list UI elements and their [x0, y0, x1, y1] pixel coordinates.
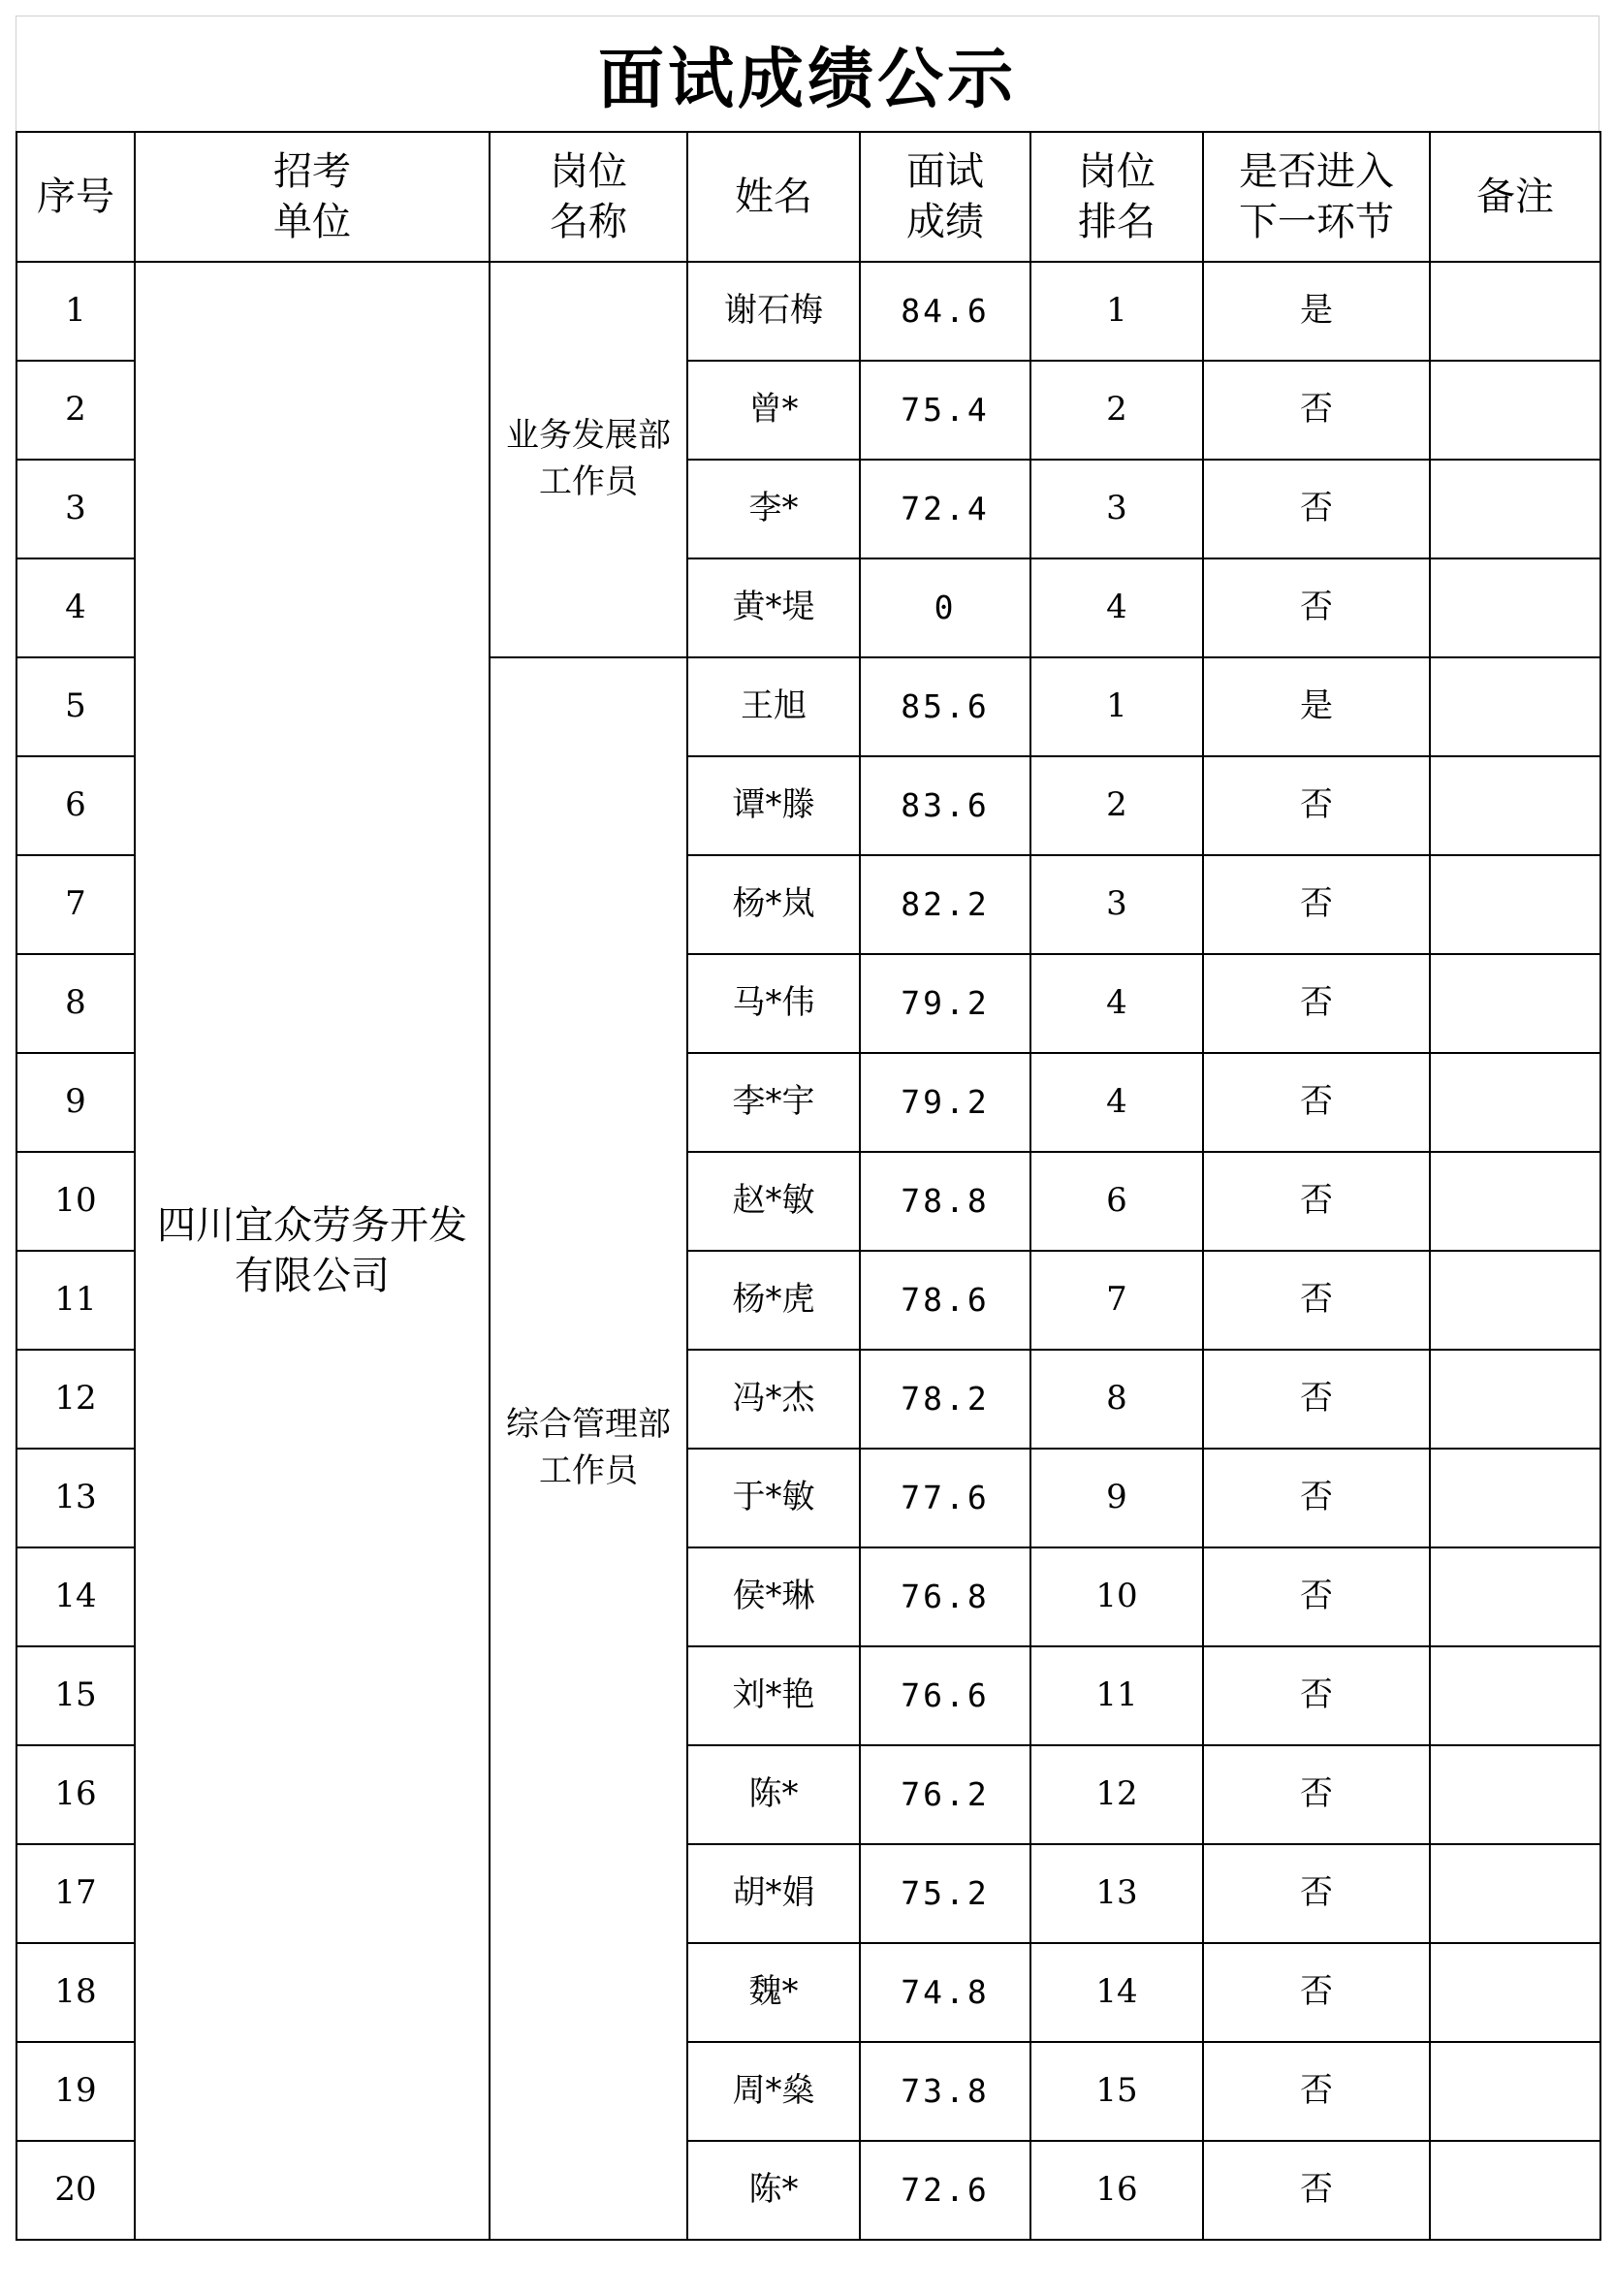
header-name-label: 姓名 — [735, 175, 812, 219]
header-rank-line1: 岗位 — [1078, 149, 1156, 194]
cell-score: 78.6 — [860, 1251, 1030, 1350]
cell-name: 魏* — [687, 1943, 860, 2042]
cell-score: 78.2 — [860, 1350, 1030, 1449]
cell-rank: 4 — [1030, 1053, 1203, 1152]
cell-rank: 2 — [1030, 756, 1203, 855]
cell-remark — [1430, 855, 1600, 954]
cell-score: 77.6 — [860, 1449, 1030, 1547]
cell-seq: 17 — [16, 1844, 135, 1943]
cell-name: 于*敏 — [687, 1449, 860, 1547]
header-seq — [16, 132, 135, 262]
cell-name: 杨*虎 — [687, 1251, 860, 1350]
cell-remark — [1430, 1350, 1600, 1449]
cell-seq: 2 — [16, 361, 135, 460]
cell-name: 李*宇 — [687, 1053, 860, 1152]
cell-score: 73.8 — [860, 2042, 1030, 2141]
cell-score: 79.2 — [860, 954, 1030, 1053]
cell-remark — [1430, 756, 1600, 855]
cell-seq: 15 — [16, 1646, 135, 1745]
recruiting-unit-line1: 四川宜众劳务开发 — [157, 1203, 467, 1248]
cell-score: 74.8 — [860, 1943, 1030, 2042]
header-position-line1: 岗位 — [550, 149, 627, 194]
cell-remark — [1430, 1449, 1600, 1547]
cell-rank: 6 — [1030, 1152, 1203, 1251]
score-table — [16, 131, 1601, 2241]
cell-rank: 1 — [1030, 657, 1203, 756]
table-row — [16, 262, 1600, 361]
header-rank — [1030, 132, 1203, 262]
cell-rank: 14 — [1030, 1943, 1203, 2042]
header-name — [687, 132, 860, 262]
cell-rank: 2 — [1030, 361, 1203, 460]
cell-rank: 1 — [1030, 262, 1203, 361]
cell-next-step: 否 — [1203, 460, 1430, 558]
cell-remark — [1430, 1547, 1600, 1646]
cell-name: 周*燊 — [687, 2042, 860, 2141]
cell-rank: 16 — [1030, 2141, 1203, 2240]
table-header-row — [16, 132, 1600, 262]
cell-seq: 4 — [16, 558, 135, 657]
header-rank-line2: 排名 — [1078, 200, 1156, 244]
cell-seq: 12 — [16, 1350, 135, 1449]
cell-next-step: 否 — [1203, 1943, 1430, 2042]
header-seq-label: 序号 — [37, 175, 114, 219]
cell-score: 78.8 — [860, 1152, 1030, 1251]
cell-seq: 11 — [16, 1251, 135, 1350]
header-unit-line2: 单位 — [273, 200, 351, 244]
cell-score: 85.6 — [860, 657, 1030, 756]
cell-remark — [1430, 1844, 1600, 1943]
cell-recruiting-unit — [135, 262, 490, 2240]
cell-seq: 1 — [16, 262, 135, 361]
cell-seq: 18 — [16, 1943, 135, 2042]
cell-remark — [1430, 262, 1600, 361]
header-remark — [1430, 132, 1600, 262]
cell-name: 曾* — [687, 361, 860, 460]
position-name-line1: 综合管理部 — [506, 1405, 671, 1445]
cell-next-step: 否 — [1203, 756, 1430, 855]
cell-score: 75.2 — [860, 1844, 1030, 1943]
cell-rank: 3 — [1030, 460, 1203, 558]
cell-next-step: 是 — [1203, 657, 1430, 756]
cell-seq: 14 — [16, 1547, 135, 1646]
cell-name: 胡*娟 — [687, 1844, 860, 1943]
cell-seq: 3 — [16, 460, 135, 558]
cell-name: 黄*堤 — [687, 558, 860, 657]
cell-remark — [1430, 1152, 1600, 1251]
cell-name: 陈* — [687, 2141, 860, 2240]
cell-name: 谢石梅 — [687, 262, 860, 361]
cell-next-step: 否 — [1203, 1251, 1430, 1350]
cell-seq: 6 — [16, 756, 135, 855]
cell-next-step: 否 — [1203, 2141, 1430, 2240]
cell-next-step: 是 — [1203, 262, 1430, 361]
cell-rank: 10 — [1030, 1547, 1203, 1646]
header-next-step — [1203, 132, 1430, 262]
position-name-line2: 工作员 — [539, 1451, 638, 1490]
cell-seq: 7 — [16, 855, 135, 954]
cell-remark — [1430, 2042, 1600, 2141]
header-next-line1: 是否进入 — [1239, 149, 1394, 194]
position-name-line1: 业务发展部 — [506, 416, 671, 456]
header-remark-label: 备注 — [1476, 175, 1554, 219]
cell-rank: 4 — [1030, 954, 1203, 1053]
cell-name: 谭*滕 — [687, 756, 860, 855]
cell-name: 马*伟 — [687, 954, 860, 1053]
cell-name: 刘*艳 — [687, 1646, 860, 1745]
cell-score: 0 — [860, 558, 1030, 657]
cell-rank: 8 — [1030, 1350, 1203, 1449]
cell-position-name — [490, 657, 687, 2240]
cell-remark — [1430, 2141, 1600, 2240]
cell-position-name — [490, 262, 687, 657]
cell-score: 83.6 — [860, 756, 1030, 855]
cell-next-step: 否 — [1203, 2042, 1430, 2141]
cell-rank: 3 — [1030, 855, 1203, 954]
cell-next-step: 否 — [1203, 361, 1430, 460]
cell-score: 75.4 — [860, 361, 1030, 460]
cell-rank: 11 — [1030, 1646, 1203, 1745]
header-score — [860, 132, 1030, 262]
page-title: 面试成绩公示 — [16, 16, 1599, 131]
cell-rank: 4 — [1030, 558, 1203, 657]
cell-name: 侯*琳 — [687, 1547, 860, 1646]
cell-rank: 13 — [1030, 1844, 1203, 1943]
cell-name: 王旭 — [687, 657, 860, 756]
cell-remark — [1430, 1745, 1600, 1844]
cell-next-step: 否 — [1203, 1152, 1430, 1251]
cell-next-step: 否 — [1203, 1449, 1430, 1547]
cell-name: 杨*岚 — [687, 855, 860, 954]
cell-score: 79.2 — [860, 1053, 1030, 1152]
cell-seq: 8 — [16, 954, 135, 1053]
cell-next-step: 否 — [1203, 558, 1430, 657]
score-table-body — [16, 132, 1600, 2240]
cell-next-step: 否 — [1203, 855, 1430, 954]
cell-next-step: 否 — [1203, 1053, 1430, 1152]
cell-name: 冯*杰 — [687, 1350, 860, 1449]
cell-score: 76.8 — [860, 1547, 1030, 1646]
header-unit — [135, 132, 490, 262]
cell-rank: 15 — [1030, 2042, 1203, 2141]
cell-remark — [1430, 460, 1600, 558]
cell-score: 76.2 — [860, 1745, 1030, 1844]
cell-seq: 5 — [16, 657, 135, 756]
position-name-line2: 工作员 — [539, 462, 638, 501]
cell-name: 李* — [687, 460, 860, 558]
header-position — [490, 132, 687, 262]
cell-name: 陈* — [687, 1745, 860, 1844]
cell-score: 76.6 — [860, 1646, 1030, 1745]
cell-seq: 20 — [16, 2141, 135, 2240]
cell-remark — [1430, 1943, 1600, 2042]
score-sheet — [16, 16, 1599, 2241]
cell-next-step: 否 — [1203, 954, 1430, 1053]
cell-seq: 19 — [16, 2042, 135, 2141]
cell-seq: 16 — [16, 1745, 135, 1844]
header-position-line2: 名称 — [550, 200, 627, 244]
cell-seq: 10 — [16, 1152, 135, 1251]
cell-next-step: 否 — [1203, 1844, 1430, 1943]
cell-score: 84.6 — [860, 262, 1030, 361]
cell-next-step: 否 — [1203, 1745, 1430, 1844]
cell-next-step: 否 — [1203, 1350, 1430, 1449]
cell-seq: 13 — [16, 1449, 135, 1547]
cell-rank: 9 — [1030, 1449, 1203, 1547]
cell-score: 72.4 — [860, 460, 1030, 558]
cell-name: 赵*敏 — [687, 1152, 860, 1251]
recruiting-unit-line2: 有限公司 — [235, 1254, 390, 1298]
cell-remark — [1430, 954, 1600, 1053]
cell-remark — [1430, 558, 1600, 657]
header-next-line2: 下一环节 — [1239, 200, 1394, 244]
cell-score: 72.6 — [860, 2141, 1030, 2240]
cell-next-step: 否 — [1203, 1646, 1430, 1745]
cell-rank: 12 — [1030, 1745, 1203, 1844]
cell-remark — [1430, 657, 1600, 756]
header-score-line2: 成绩 — [906, 200, 984, 244]
cell-seq: 9 — [16, 1053, 135, 1152]
cell-next-step: 否 — [1203, 1547, 1430, 1646]
header-score-line1: 面试 — [906, 149, 984, 194]
cell-remark — [1430, 1646, 1600, 1745]
cell-remark — [1430, 1053, 1600, 1152]
header-unit-line1: 招考 — [273, 149, 351, 194]
cell-remark — [1430, 1251, 1600, 1350]
cell-rank: 7 — [1030, 1251, 1203, 1350]
cell-remark — [1430, 361, 1600, 460]
cell-score: 82.2 — [860, 855, 1030, 954]
